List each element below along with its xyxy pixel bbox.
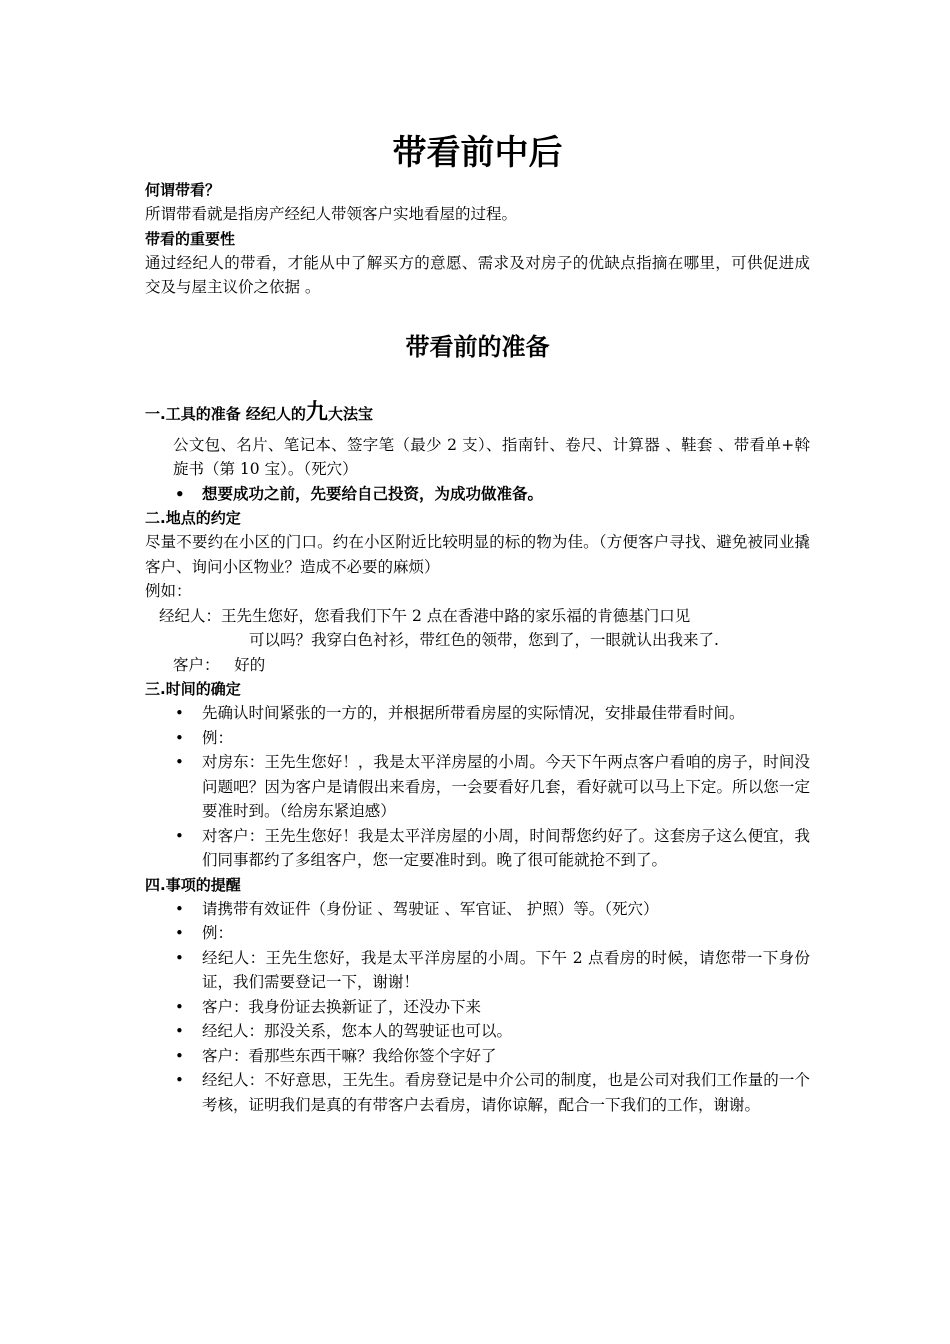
list-item [145,946,810,995]
bullet-dot: • [175,924,184,942]
list-item [145,1019,810,1044]
customer-line [145,653,810,678]
location-dialog [145,604,810,678]
bullet-text: 经纪人：王先生您好，我是太平洋房屋的小周。下午 2 点看房的时候，请您带一下身份证，我们需要登记一下，谢谢！ [202,948,810,991]
agent-text-1: 王先生您好，您看我们下午 2 点在香港中路的家乐福的肯德基门口见 [221,606,691,625]
heading-reminders: 四.事项的提醒 [145,875,241,894]
bullet-dot: • [175,1022,184,1040]
list-item [145,897,810,922]
heading-tools-nine: 九 [305,399,328,425]
heading-location: 二.地点的约定 [145,509,241,527]
list-item [145,1044,810,1069]
list-item [145,824,810,873]
bullet-text: 对客户：王先生您好！我是太平洋房屋的小周，时间帮您约好了。这套房子这么便宜，我们同事都约了多组客户，您一定要准时到。晚了很可能就抢不到了。 [202,826,810,869]
document-page [145,128,810,1117]
heading-tools-part2: 大法宝 [327,404,373,423]
agent-line [145,604,810,629]
bullet-text: 经纪人：那没关系，您本人的驾驶证也可以。 [202,1022,513,1040]
bullet-dot: • [175,753,184,771]
bullet-dot: • [175,728,184,747]
list-item [145,482,810,507]
bullet-dot: • [175,704,184,722]
bullet-dot: • [175,948,184,967]
heading-tools-part1: 一.工具的准备 经纪人的 [145,404,306,423]
bullet-text: 对房东：王先生您好！，我是太平洋房屋的小周。今天下午两点客户看咱的房子，时间没问题吧？因为客户是请假出来看房，一会要看好几套，看好就可以马上下定。所以您一定要准时到。（给房东紧迫感） [202,753,810,820]
heading-what-is-viewing: 何谓带看？ [145,181,221,199]
bullet-dot: • [175,1046,184,1065]
bullet-dot: • [175,1071,184,1089]
customer-label: 客户： [173,655,220,674]
agent-text-2: 可以吗？我穿白色衬衫，带红色的领带，您到了，一眼就认出我来了. [249,631,719,649]
bullet-text: 经纪人：不好意思，王先生。看房登记是中介公司的制度，也是公司对我们工作量的一个考核，证明我们是真的有带客户去看房，请你谅解，配合一下我们的工作，谢谢。 [202,1071,810,1114]
heading-tools [145,398,810,429]
text-tools-list: 公文包、名片、笔记本、签字笔（最少 2 支）、指南针、卷尺、计算器 、鞋套 、带看单+斡旋书（第 10 宝）。（死穴） [173,435,810,478]
list-item [145,1068,810,1117]
reminder-bullet-list [145,897,810,1118]
bullet-text: 请携带有效证件（身份证 、驾驶证 、军官证、 护照）等。（死穴） [202,899,659,918]
tools-bullet-list [145,482,810,507]
time-bullet-list [145,701,810,873]
bullet-text: 先确认时间紧张的一方的，并根据所带看房屋的实际情况，安排最佳带看时间。 [202,704,745,722]
heading-importance: 带看的重要性 [145,229,236,248]
bullet-dot: • [175,484,185,503]
bullet-dot: • [175,899,184,918]
text-location: 尽量不要约在小区的门口。约在小区附近比较明显的标的物为佳。（方便客户寻找、避免被同业撬客户、询问小区物业？造成不必要的麻烦） [145,533,810,576]
bullet-text: 例： [202,728,234,747]
example-label: 例如： [145,582,192,600]
agent-label: 经纪人： [159,606,222,625]
customer-text: 好的 [234,655,266,674]
text-what-is-viewing: 所谓带看就是指房产经纪人带领客户实地看屋的过程。 [145,205,518,223]
document-title: 带看前中后 [392,133,563,173]
list-item [145,726,810,751]
bullet-text: 客户：我身份证去换新证了，还没办下来 [202,997,482,1016]
list-item [145,701,810,726]
text-importance: 通过经纪人的带看，才能从中了解买方的意愿、需求及对房子的优缺点指摘在哪里，可供促进成交及与屋主议价之依据 。 [145,253,810,296]
bullet-dot: • [175,997,184,1016]
bullet-text: 想要成功之前，先要给自己投资，为成功做准备。 [202,483,544,503]
bullet-dot: • [175,826,184,845]
bullet-text: 例： [202,924,234,942]
bullet-text: 客户：看那些东西干嘛？我给你签个字好了 [202,1046,497,1065]
list-item [145,995,810,1020]
list-item [145,921,810,946]
list-item [145,750,810,824]
section-title: 带看前的准备 [405,332,550,361]
heading-time: 三.时间的确定 [145,680,241,698]
